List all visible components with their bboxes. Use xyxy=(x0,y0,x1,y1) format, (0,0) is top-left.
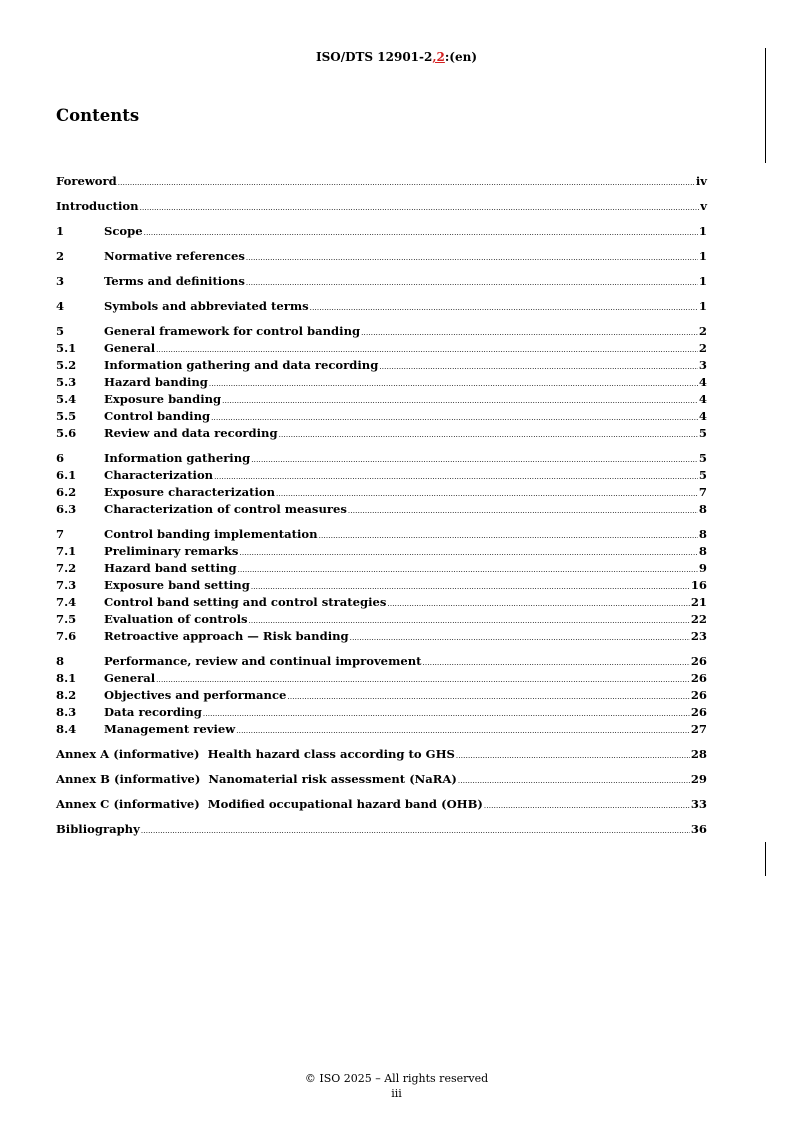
toc-entry-number: 5.3 xyxy=(56,375,77,389)
page-footer xyxy=(0,1071,793,1101)
toc-entry-page: 3 xyxy=(698,358,707,372)
toc-leader-dots xyxy=(203,706,690,723)
toc-entry-7-3[interactable] xyxy=(56,577,707,594)
change-bar-bottom xyxy=(765,842,766,876)
toc-entry-title: Characterization xyxy=(104,468,214,482)
toc-entry-page: 33 xyxy=(690,797,707,811)
toc-entry-page: 8 xyxy=(698,544,707,558)
toc-entry-5[interactable] xyxy=(56,323,707,340)
toc-entry-page: 1 xyxy=(698,224,707,238)
toc-leader-dots xyxy=(310,300,698,317)
toc-leader-dots xyxy=(118,175,695,192)
toc-entry-title: Data recording xyxy=(104,705,202,719)
toc-entry-title: Scope xyxy=(104,224,143,238)
toc-entry-title: Terms and definitions xyxy=(104,274,245,288)
toc-entry-title: Preliminary remarks xyxy=(104,544,239,558)
toc-entry-number: 7.5 xyxy=(56,612,77,626)
toc-leader-dots xyxy=(379,359,698,376)
toc-entry-title: Performance, review and continual improvement xyxy=(104,654,422,668)
toc-entry-5-5[interactable] xyxy=(56,408,707,425)
toc-entry-number: 8.4 xyxy=(56,722,77,736)
toc-entry-page: 21 xyxy=(690,595,707,609)
toc-entry-number: 7.6 xyxy=(56,629,77,643)
toc-entry-number: 2 xyxy=(56,249,65,263)
doc-id-prefix: ISO/DTS 12901-2 xyxy=(315,50,433,64)
toc-entry-title: Objectives and performance xyxy=(104,688,287,702)
toc-entry-title: Information gathering xyxy=(104,451,251,465)
toc-entry-page: iv xyxy=(695,174,707,188)
toc-entry-title: Evaluation of controls xyxy=(104,612,248,626)
toc-entry-page: 26 xyxy=(690,705,707,719)
toc-entry-7-4[interactable] xyxy=(56,594,707,611)
toc-entry-annex-a[interactable] xyxy=(56,746,707,763)
toc-entry-2[interactable] xyxy=(56,248,707,265)
change-bar-top xyxy=(765,48,766,163)
toc-leader-dots xyxy=(238,562,698,579)
toc-entry-title: Annex B (informative) Nanomaterial risk assessment (NaRA) xyxy=(56,772,457,786)
toc-entry-7-5[interactable] xyxy=(56,611,707,628)
toc-leader-dots xyxy=(246,275,698,292)
toc-entry-8[interactable] xyxy=(56,653,707,670)
toc-entry-page: 1 xyxy=(698,299,707,313)
toc-entry-title: Control band setting and control strategies xyxy=(104,595,387,609)
toc-entry-title: Normative references xyxy=(104,249,245,263)
toc-leader-dots xyxy=(350,630,690,647)
toc-leader-dots xyxy=(239,545,697,562)
toc-entry-number: 7.1 xyxy=(56,544,77,558)
toc-entry-number: 7.4 xyxy=(56,595,77,609)
toc-entry-page: 2 xyxy=(698,341,707,355)
toc-entry-8-2[interactable] xyxy=(56,687,707,704)
toc-entry-number: 8 xyxy=(56,654,65,668)
toc-entry-title: Information gathering and data recording xyxy=(104,358,379,372)
toc-entry-title: Annex C (informative) Modified occupational hazard band (OHB) xyxy=(56,797,483,811)
toc-entry-title: General xyxy=(104,671,156,685)
toc-entry-page: 26 xyxy=(690,654,707,668)
toc-entry-page: v xyxy=(700,199,707,213)
toc-entry-3[interactable] xyxy=(56,273,707,290)
toc-leader-dots xyxy=(214,469,698,486)
toc-entry-number: 5.5 xyxy=(56,409,77,423)
toc-entry-page: 1 xyxy=(698,249,707,263)
toc-entry-6[interactable] xyxy=(56,450,707,467)
toc-entry-5-4[interactable] xyxy=(56,391,707,408)
toc-entry-title: Review and data recording xyxy=(104,426,278,440)
toc-entry-page: 4 xyxy=(698,409,707,423)
toc-entry-title: Introduction xyxy=(56,199,139,213)
toc-entry-4[interactable] xyxy=(56,298,707,315)
toc-entry-page: 23 xyxy=(690,629,707,643)
toc-entry-title: Hazard banding xyxy=(104,375,208,389)
toc-entry-number: 5.2 xyxy=(56,358,77,372)
toc-entry-page: 29 xyxy=(690,772,707,786)
toc-entry-title: Foreword xyxy=(56,174,117,188)
toc-entry-page: 2 xyxy=(698,324,707,338)
toc-leader-dots xyxy=(423,655,690,672)
toc-leader-dots xyxy=(361,325,698,342)
toc-leader-dots xyxy=(236,723,690,740)
toc-entry-5-1[interactable] xyxy=(56,340,707,357)
toc-entry-number: 5.1 xyxy=(56,341,77,355)
toc-entry-page: 22 xyxy=(690,612,707,626)
toc-entry-number: 5.6 xyxy=(56,426,77,440)
toc-entry-7[interactable] xyxy=(56,526,707,543)
toc-entry-annex-b[interactable] xyxy=(56,771,707,788)
tracked-deletion-mark: ,2 xyxy=(432,50,445,64)
toc-entry-title: Symbols and abbreviated terms xyxy=(104,299,309,313)
copyright-notice: © ISO 2025 – All rights reserved xyxy=(304,1072,489,1085)
toc-entry-bibliography[interactable] xyxy=(56,821,707,838)
toc-entry-page: 27 xyxy=(690,722,707,736)
toc-entry-number: 6.1 xyxy=(56,468,77,482)
toc-entry-page: 16 xyxy=(690,578,707,592)
toc-leader-dots xyxy=(211,410,698,427)
contents-title: Contents xyxy=(56,106,140,125)
toc-entry-page: 8 xyxy=(698,527,707,541)
toc-entry-7-6[interactable] xyxy=(56,628,707,645)
toc-entry-introduction[interactable] xyxy=(56,198,707,215)
toc-entry-page: 26 xyxy=(690,688,707,702)
toc-entry-5-6[interactable] xyxy=(56,425,707,442)
toc-entry-6-2[interactable] xyxy=(56,484,707,501)
toc-entry-1[interactable] xyxy=(56,223,707,240)
doc-id-suffix: :(en) xyxy=(444,50,478,64)
toc-entry-title: Hazard band setting xyxy=(104,561,237,575)
toc-entry-number: 7.3 xyxy=(56,578,77,592)
toc-leader-dots xyxy=(246,250,698,267)
toc-leader-dots xyxy=(484,798,690,815)
toc-entry-page: 7 xyxy=(698,485,707,499)
toc-entry-title: Management review xyxy=(104,722,236,736)
toc-entry-number: 7.2 xyxy=(56,561,77,575)
toc-leader-dots xyxy=(456,748,690,765)
toc-entry-number: 5.4 xyxy=(56,392,77,406)
toc-leader-dots xyxy=(279,427,698,444)
toc-leader-dots xyxy=(140,200,700,217)
toc-entry-page: 4 xyxy=(698,375,707,389)
page-number: iii xyxy=(391,1087,402,1100)
toc-entry-6-3[interactable] xyxy=(56,501,707,518)
toc-entry-6-1[interactable] xyxy=(56,467,707,484)
toc-entry-page: 28 xyxy=(690,747,707,761)
toc-entry-annex-c[interactable] xyxy=(56,796,707,813)
toc-entry-page: 9 xyxy=(698,561,707,575)
toc-entry-page: 5 xyxy=(698,426,707,440)
toc-entry-page: 26 xyxy=(690,671,707,685)
toc-entry-page: 1 xyxy=(698,274,707,288)
toc-entry-number: 4 xyxy=(56,299,65,313)
toc-entry-7-2[interactable] xyxy=(56,560,707,577)
toc-entry-number: 8.1 xyxy=(56,671,77,685)
toc-entry-title: General xyxy=(104,341,156,355)
toc-entry-number: 5 xyxy=(56,324,65,338)
toc-entry-page: 36 xyxy=(690,822,707,836)
table-of-contents xyxy=(56,173,707,838)
toc-leader-dots xyxy=(458,773,690,790)
toc-leader-dots xyxy=(387,596,689,613)
toc-entry-page: 8 xyxy=(698,502,707,516)
toc-entry-page: 4 xyxy=(698,392,707,406)
toc-leader-dots xyxy=(222,393,698,410)
toc-leader-dots xyxy=(209,376,698,393)
toc-entry-5-2[interactable] xyxy=(56,357,707,374)
toc-entry-number: 8.2 xyxy=(56,688,77,702)
toc-entry-8-4[interactable] xyxy=(56,721,707,738)
toc-entry-8-3[interactable] xyxy=(56,704,707,721)
toc-entry-title: General framework for control banding xyxy=(104,324,361,338)
toc-entry-foreword[interactable] xyxy=(56,173,707,190)
toc-entry-title: Control banding implementation xyxy=(104,527,318,541)
toc-entry-title: Exposure banding xyxy=(104,392,222,406)
toc-leader-dots xyxy=(251,452,698,469)
toc-entry-7-1[interactable] xyxy=(56,543,707,560)
document-header xyxy=(0,50,793,64)
toc-entry-title: Characterization of control measures xyxy=(104,502,347,516)
toc-entry-page: 5 xyxy=(698,451,707,465)
toc-entry-number: 6.2 xyxy=(56,485,77,499)
toc-entry-number: 6.3 xyxy=(56,502,77,516)
toc-entry-number: 3 xyxy=(56,274,65,288)
toc-leader-dots xyxy=(287,689,689,706)
toc-entry-title: Exposure band setting xyxy=(104,578,250,592)
toc-entry-number: 1 xyxy=(56,224,65,238)
toc-entry-number: 6 xyxy=(56,451,65,465)
toc-entry-title: Control banding xyxy=(104,409,211,423)
toc-leader-dots xyxy=(141,823,690,840)
toc-entry-number: 8.3 xyxy=(56,705,77,719)
toc-entry-8-1[interactable] xyxy=(56,670,707,687)
toc-entry-number: 7 xyxy=(56,527,65,541)
toc-leader-dots xyxy=(144,225,698,242)
toc-leader-dots xyxy=(348,503,698,520)
toc-entry-title: Bibliography xyxy=(56,822,140,836)
toc-leader-dots xyxy=(319,528,698,545)
toc-entry-title: Annex A (informative) Health hazard class according to GHS xyxy=(56,747,455,761)
toc-entry-page: 5 xyxy=(698,468,707,482)
toc-entry-title: Exposure characterization xyxy=(104,485,276,499)
toc-entry-title: Retroactive approach — Risk banding xyxy=(104,629,349,643)
toc-entry-5-3[interactable] xyxy=(56,374,707,391)
